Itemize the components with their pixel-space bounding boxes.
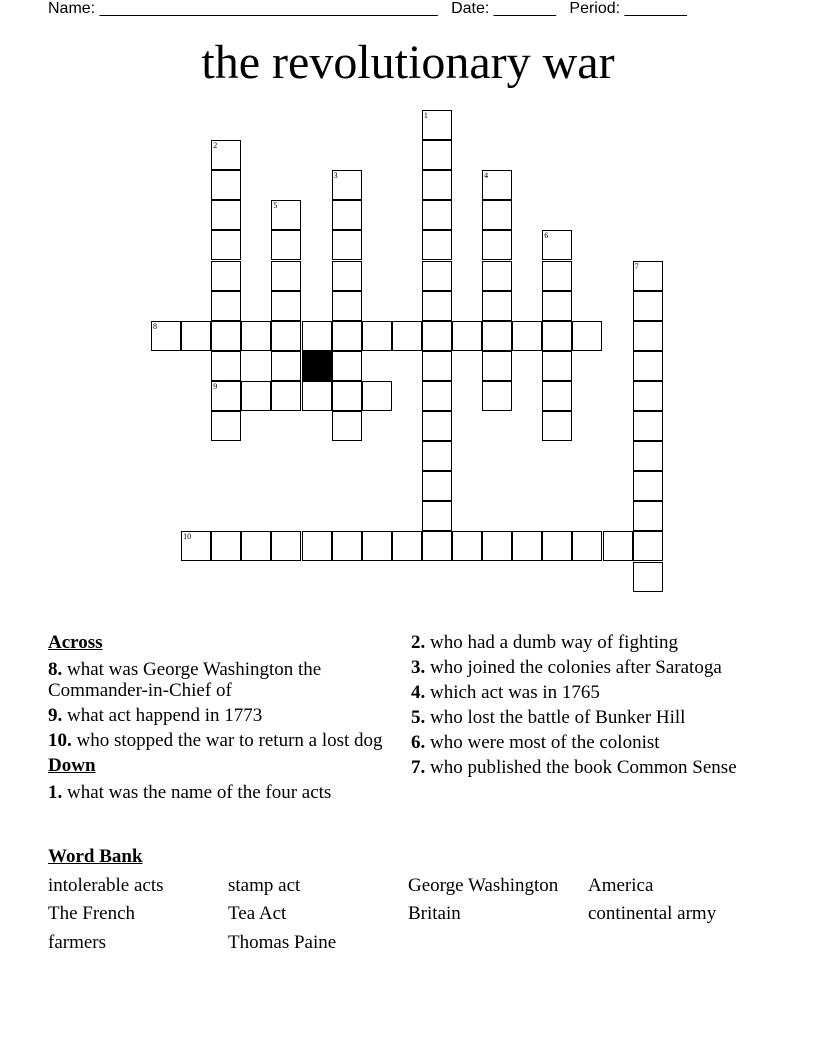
crossword-cell[interactable] <box>422 351 452 381</box>
cell-number: 6 <box>544 231 549 241</box>
crossword-cell[interactable] <box>422 291 452 321</box>
crossword-cell[interactable] <box>422 381 452 411</box>
crossword-cell[interactable] <box>422 230 452 260</box>
word-bank-item: George Washington <box>408 875 559 896</box>
clue-text: what was George Washington the Commander-in-Chief of <box>48 659 322 701</box>
page-title: the revolutionary war <box>201 36 615 89</box>
crossword-cell[interactable] <box>302 321 332 351</box>
word-bank-item: continental army <box>588 903 717 924</box>
crossword-cell[interactable] <box>512 531 542 561</box>
crossword-cell[interactable] <box>422 321 452 351</box>
word-bank-item: farmers <box>48 932 107 953</box>
crossword-cell[interactable] <box>482 321 512 351</box>
crossword-cell[interactable] <box>332 291 362 321</box>
crossword-cell[interactable] <box>271 381 301 411</box>
cell-number: 9 <box>213 381 218 391</box>
crossword-cell[interactable] <box>302 531 332 561</box>
cell-number: 10 <box>183 532 192 542</box>
crossword-cell[interactable] <box>422 501 452 531</box>
clue-number: 10. <box>48 730 72 751</box>
clues-left-column <box>48 632 388 807</box>
crossword-cell[interactable] <box>542 531 572 561</box>
clues-right-column <box>411 632 741 782</box>
crossword-cell[interactable] <box>633 531 663 561</box>
word-bank-item: America <box>588 875 654 896</box>
word-bank-item: Britain <box>408 903 461 924</box>
crossword-cell[interactable] <box>332 531 362 561</box>
cell-number: 8 <box>153 321 157 331</box>
clue-number: 5. <box>411 707 426 728</box>
crossword-cell[interactable] <box>633 291 663 321</box>
crossword-cell[interactable] <box>211 381 241 411</box>
crossword-cell[interactable] <box>633 321 663 351</box>
date-blank[interactable]: _______ <box>493 0 557 17</box>
word-bank-item: Tea Act <box>228 903 287 924</box>
crossword-cell[interactable] <box>332 230 362 260</box>
crossword-cell[interactable] <box>362 531 392 561</box>
clue-text: which act was in 1765 <box>430 682 600 703</box>
crossword-cell[interactable] <box>211 411 241 441</box>
crossword-cell[interactable] <box>422 140 452 170</box>
crossword-cell[interactable] <box>332 351 362 381</box>
crossword-cell[interactable] <box>422 110 452 140</box>
clue-across-8 <box>48 659 388 701</box>
crossword-cell[interactable] <box>633 381 663 411</box>
clue-text: who joined the colonies after Saratoga <box>430 657 722 678</box>
crossword-cell[interactable] <box>332 381 362 411</box>
crossword-cell[interactable] <box>241 321 271 351</box>
crossword-cell[interactable] <box>542 321 572 351</box>
clue-number: 7. <box>411 757 426 778</box>
cell-number: 1 <box>423 111 428 120</box>
crossword-cell[interactable] <box>542 411 572 441</box>
crossword-cell[interactable] <box>271 291 301 321</box>
crossword-cell[interactable] <box>633 471 663 501</box>
crossword-cell[interactable] <box>241 381 271 411</box>
crossword-cell[interactable] <box>241 531 271 561</box>
crossword-cell[interactable] <box>422 441 452 471</box>
crossword-cell[interactable] <box>332 261 362 291</box>
crossword-cell[interactable] <box>633 261 663 291</box>
crossword-cell[interactable] <box>482 531 512 561</box>
crossword-cell[interactable] <box>633 411 663 441</box>
word-bank-item: intolerable acts <box>48 875 164 896</box>
clue-number: 2. <box>411 632 426 653</box>
word-bank-heading: Word Bank <box>48 846 143 867</box>
clue-across-9 <box>48 705 388 726</box>
crossword-cell[interactable] <box>542 351 572 381</box>
period-label: Period: <box>569 0 621 17</box>
crossword-cell[interactable] <box>271 261 301 291</box>
crossword-cell[interactable] <box>452 321 482 351</box>
crossword-cell[interactable] <box>211 230 241 260</box>
crossword-cell[interactable] <box>603 531 633 561</box>
period-blank[interactable]: _______ <box>624 0 687 17</box>
cell-number: 7 <box>634 261 639 271</box>
crossword-cell[interactable] <box>271 531 301 561</box>
crossword-cell[interactable] <box>422 411 452 441</box>
clue-down-1 <box>48 782 388 803</box>
crossword-cell[interactable] <box>572 531 602 561</box>
crossword-cell[interactable] <box>482 261 512 291</box>
crossword-cell[interactable] <box>422 531 452 561</box>
clue-text: who stopped the war to return a lost dog <box>76 730 383 751</box>
clue-down-7 <box>411 757 741 778</box>
crossword-cell[interactable] <box>211 531 241 561</box>
clue-text: who were most of the colonist <box>430 732 660 753</box>
crossword-cell[interactable] <box>482 230 512 260</box>
clue-text: who published the book Common Sense <box>430 757 737 778</box>
crossword-cell[interactable] <box>422 170 452 200</box>
crossword-cell[interactable] <box>452 531 482 561</box>
crossword-cell[interactable] <box>211 261 241 291</box>
crossword-cell[interactable] <box>633 501 663 531</box>
across-heading: Across <box>48 632 103 653</box>
clue-text: who had a dumb way of fighting <box>430 632 679 653</box>
clue-number: 9. <box>48 705 63 726</box>
crossword-cell[interactable] <box>362 321 392 351</box>
crossword-cell[interactable] <box>422 471 452 501</box>
clue-text: what act happend in 1773 <box>67 705 263 726</box>
crossword-cell[interactable] <box>181 531 211 561</box>
crossword-cell[interactable] <box>542 291 572 321</box>
crossword-cell[interactable] <box>482 381 512 411</box>
crossword-cell[interactable] <box>392 531 422 561</box>
date-label: Date: <box>451 0 490 17</box>
clue-number: 3. <box>411 657 426 678</box>
crossword-cell[interactable] <box>392 321 422 351</box>
crossword-cell[interactable] <box>482 351 512 381</box>
crossword-cell[interactable] <box>572 321 602 351</box>
crossword-cell[interactable] <box>271 351 301 381</box>
crossword-cell[interactable] <box>542 381 572 411</box>
crossword-cell[interactable] <box>211 291 241 321</box>
clue-number: 1. <box>48 782 63 803</box>
cell-number: 4 <box>484 171 489 181</box>
crossword-cell[interactable] <box>271 230 301 260</box>
cell-number: 3 <box>333 171 338 181</box>
clue-text: who lost the battle of Bunker Hill <box>430 707 686 728</box>
crossword-cell[interactable] <box>332 170 362 200</box>
clue-down-5 <box>411 707 741 728</box>
crossword-cell[interactable] <box>332 321 362 351</box>
clue-text: what was the name of the four acts <box>67 782 332 803</box>
name-label: Name: <box>48 0 96 17</box>
clue-down-3 <box>411 657 741 678</box>
crossword-cell[interactable] <box>633 562 663 592</box>
crossword-cell[interactable] <box>422 200 452 230</box>
crossword-cell[interactable] <box>362 381 392 411</box>
crossword-cell[interactable] <box>211 200 241 230</box>
crossword-cell[interactable] <box>211 140 241 170</box>
clue-down-6 <box>411 732 741 753</box>
crossword-cell[interactable] <box>542 230 572 260</box>
name-blank[interactable]: ______________________________________ <box>99 0 438 17</box>
crossword-cell[interactable] <box>211 321 241 351</box>
clue-number: 4. <box>411 682 426 703</box>
crossword-cell[interactable] <box>512 321 542 351</box>
crossword-cell[interactable] <box>482 200 512 230</box>
crossword-cell[interactable] <box>181 321 211 351</box>
crossword-cell[interactable] <box>422 261 452 291</box>
crossword-cell[interactable] <box>211 170 241 200</box>
crossword-cell[interactable] <box>271 200 301 230</box>
clue-across-10 <box>48 730 388 751</box>
clue-down-4 <box>411 682 741 703</box>
word-bank-item: stamp act <box>228 875 301 896</box>
black-square <box>302 351 332 381</box>
word-bank-item: The French <box>48 903 136 924</box>
cell-number: 2 <box>213 141 218 151</box>
crossword-cell[interactable] <box>332 411 362 441</box>
word-bank-item: Thomas Paine <box>228 932 337 953</box>
crossword-cell[interactable] <box>482 170 512 200</box>
cell-number: 5 <box>273 201 278 211</box>
clue-number: 6. <box>411 732 426 753</box>
crossword-cell[interactable] <box>271 321 301 351</box>
crossword-cell[interactable] <box>332 200 362 230</box>
crossword-cell[interactable] <box>633 441 663 471</box>
crossword-cell[interactable] <box>482 291 512 321</box>
crossword-cell[interactable] <box>542 261 572 291</box>
down-heading: Down <box>48 755 96 776</box>
crossword-cell[interactable] <box>151 321 181 351</box>
clue-number: 8. <box>48 659 63 680</box>
crossword-cell[interactable] <box>633 351 663 381</box>
clue-down-2 <box>411 632 741 653</box>
crossword-cell[interactable] <box>211 351 241 381</box>
crossword-cell[interactable] <box>302 381 332 411</box>
